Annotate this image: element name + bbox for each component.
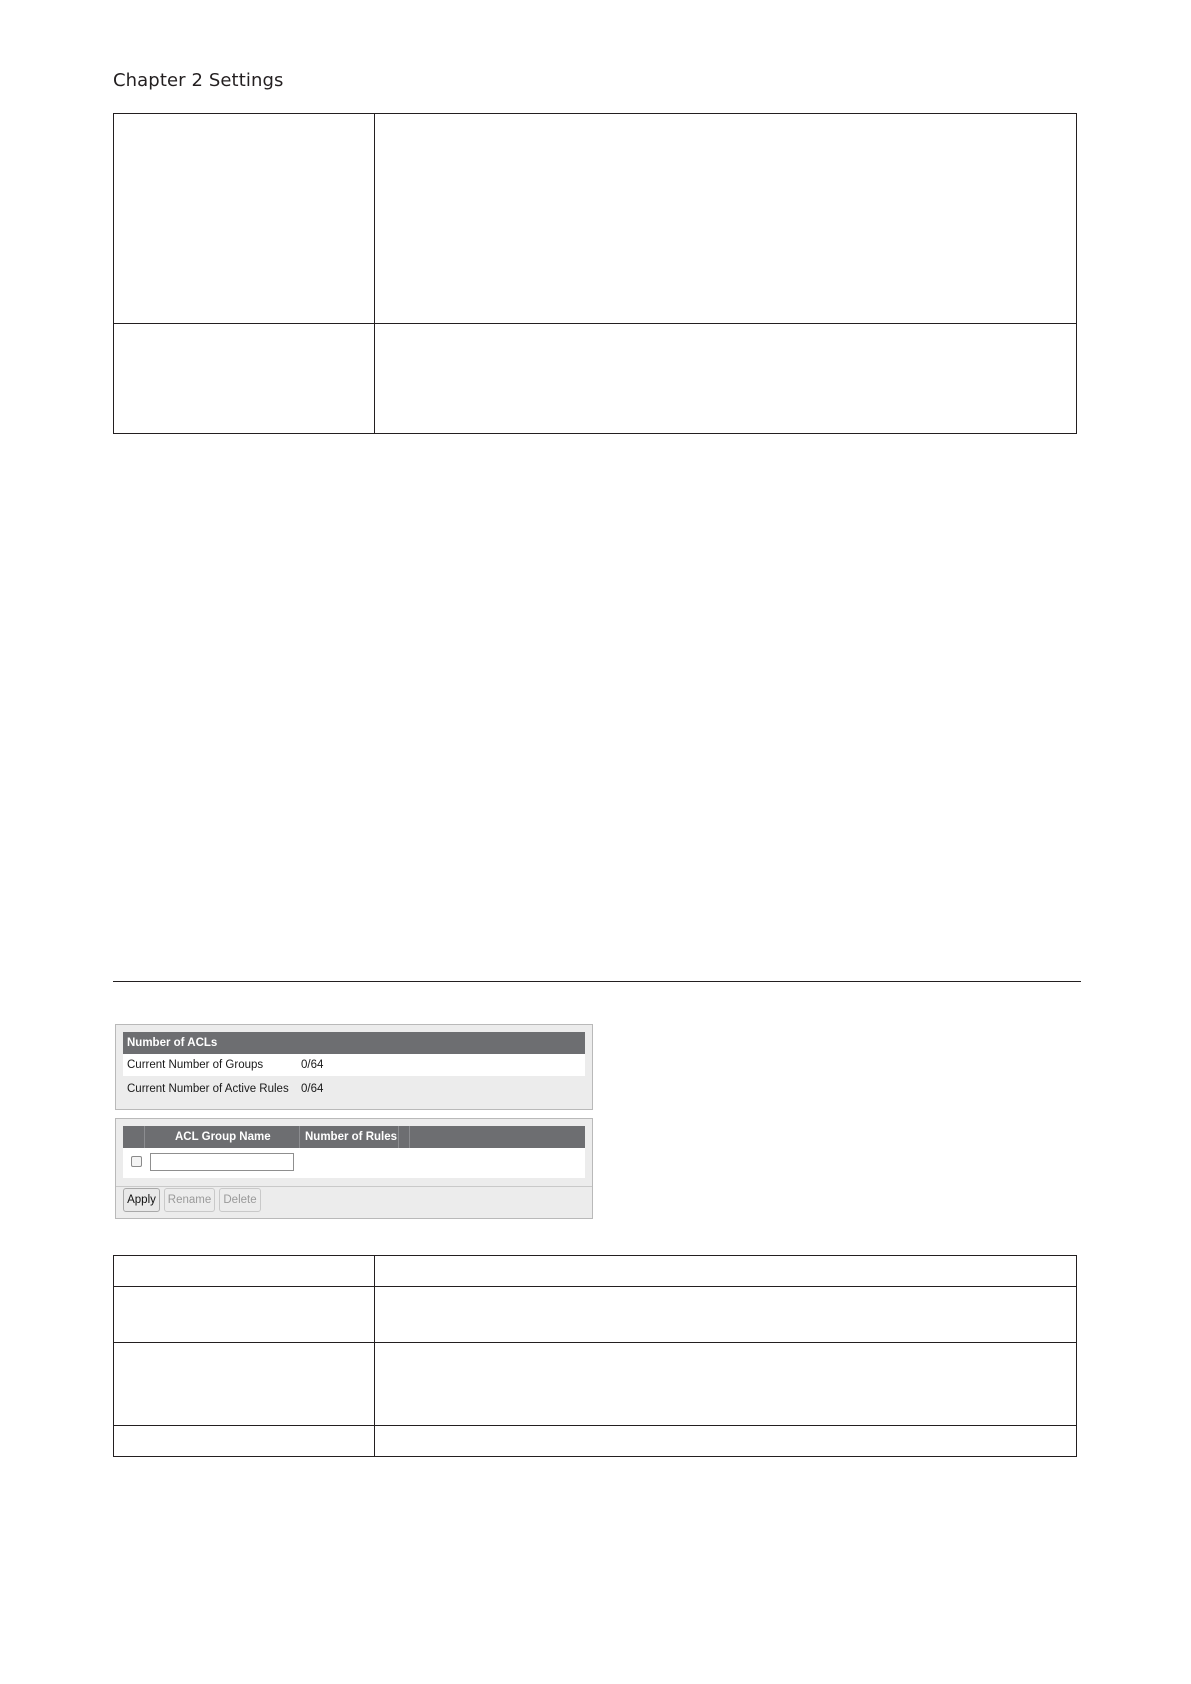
table-cell: [114, 324, 375, 434]
table-cell: [114, 1426, 375, 1457]
table-cell: [375, 114, 1077, 324]
acl-group-name-input[interactable]: [150, 1153, 294, 1171]
rename-button[interactable]: Rename: [164, 1188, 215, 1212]
delete-button[interactable]: Delete: [219, 1188, 261, 1212]
table-cell: [375, 1287, 1077, 1343]
stat-label: Current Number of Groups: [127, 1059, 264, 1071]
stat-row-active-rules: [123, 1078, 585, 1100]
table-row: [114, 1287, 1077, 1343]
acl-count-title: Number of ACLs: [127, 1037, 218, 1049]
stat-value: 0/64: [301, 1083, 324, 1095]
settings-description-table-top: [113, 113, 1077, 434]
table-cell: [114, 1256, 375, 1287]
table-row: [114, 1343, 1077, 1426]
table-cell: [114, 1287, 375, 1343]
chapter-heading: Chapter 2 Settings: [113, 70, 284, 91]
table-row: [114, 114, 1077, 324]
column-divider: [398, 1126, 399, 1148]
stat-value: 0/64: [301, 1059, 324, 1071]
table-cell: [375, 1426, 1077, 1457]
select-row-checkbox[interactable]: [131, 1156, 142, 1167]
table-cell: [375, 1256, 1077, 1287]
new-group-row: [123, 1148, 585, 1178]
table-row: [114, 324, 1077, 434]
table-row: [114, 1426, 1077, 1457]
table-cell: [114, 114, 375, 324]
acl-groups-table-header: [123, 1126, 585, 1148]
column-divider: [409, 1126, 410, 1148]
settings-description-table-bottom: [113, 1255, 1077, 1457]
stat-row-groups: [123, 1054, 585, 1076]
acl-count-header: [123, 1032, 585, 1054]
acl-count-panel: [115, 1024, 593, 1110]
apply-button[interactable]: Apply: [123, 1188, 160, 1212]
stat-label: Current Number of Active Rules: [127, 1083, 289, 1095]
table-cell: [375, 324, 1077, 434]
table-cell: [114, 1343, 375, 1426]
footer-divider: [116, 1186, 592, 1187]
column-divider: [299, 1126, 300, 1148]
table-row: [114, 1256, 1077, 1287]
section-divider: [113, 981, 1081, 982]
column-divider: [144, 1126, 145, 1148]
column-header-rules: Number of Rules: [305, 1131, 398, 1143]
table-cell: [375, 1343, 1077, 1426]
column-header-group-name: ACL Group Name: [175, 1131, 271, 1143]
